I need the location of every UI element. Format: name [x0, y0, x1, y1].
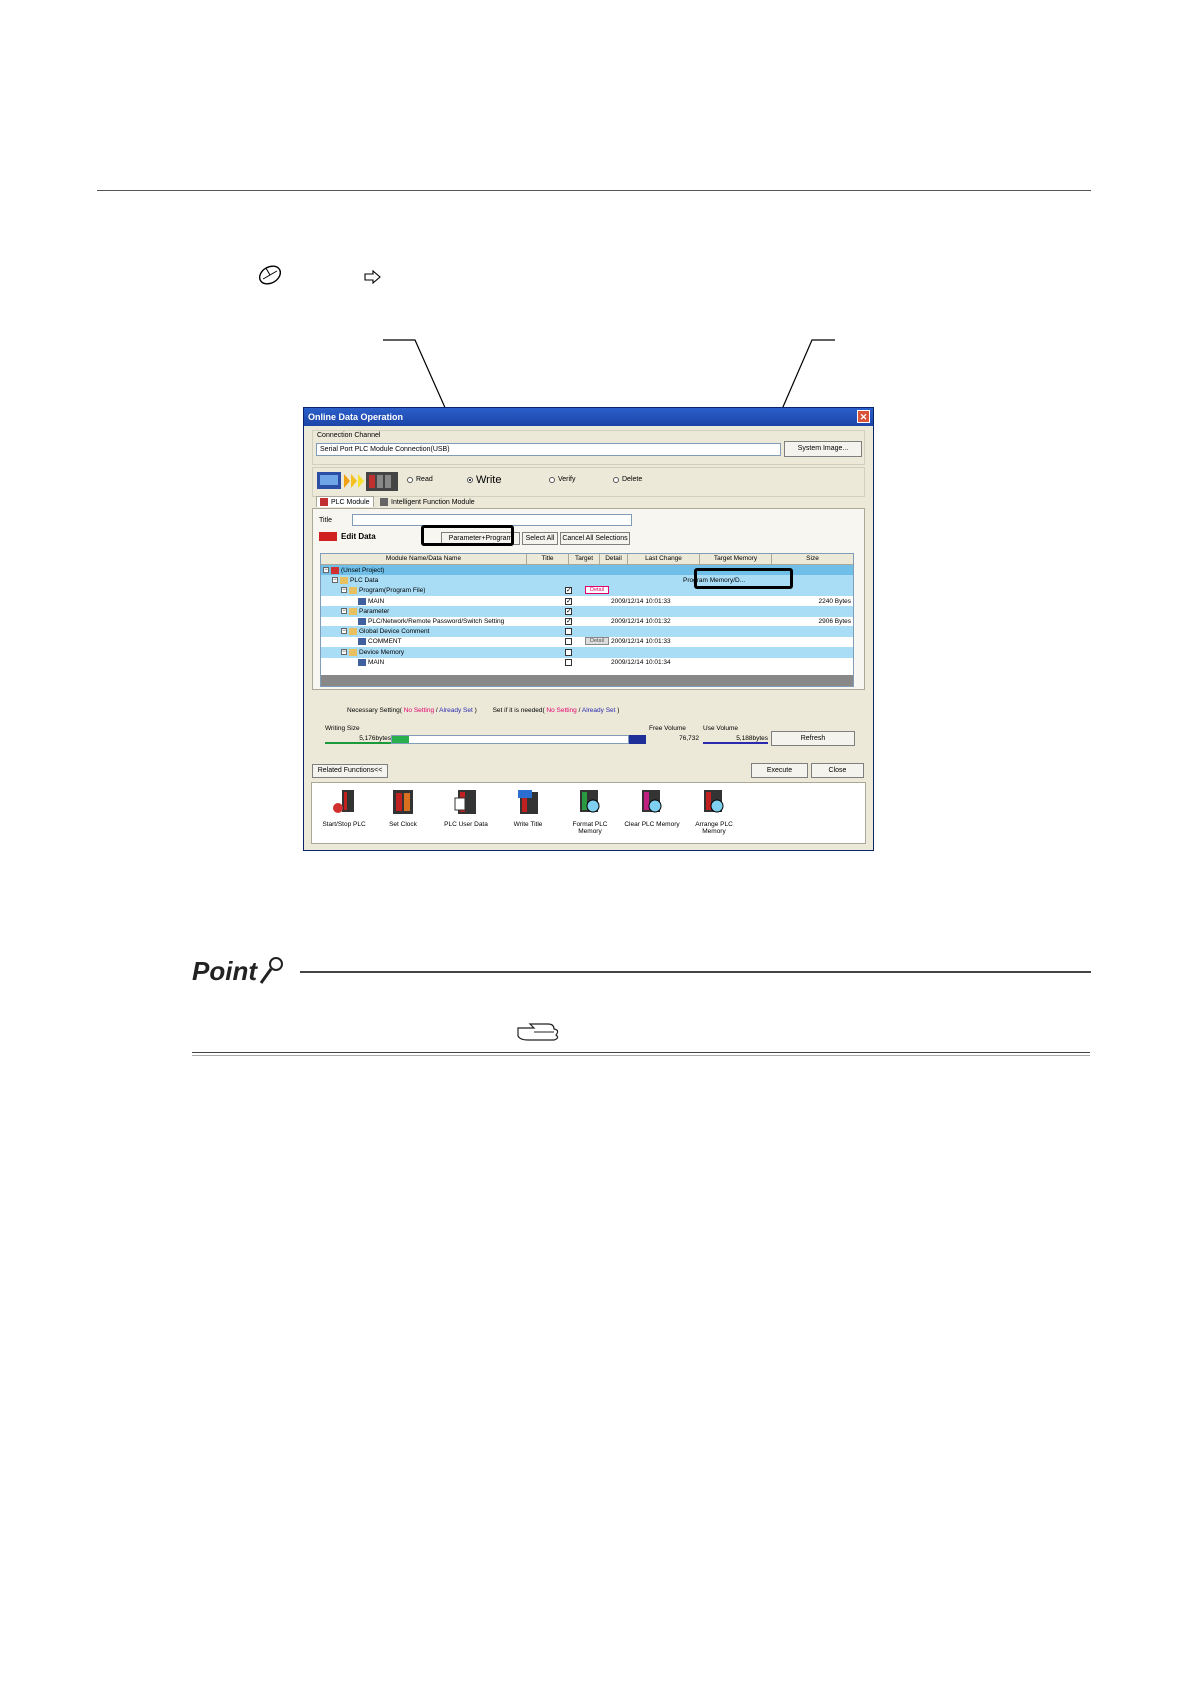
magnifier-icon [258, 956, 286, 986]
tree-expander-icon[interactable]: − [342, 648, 346, 655]
function-label: Write Title [513, 821, 543, 828]
point-label: Point [192, 956, 257, 986]
write-title-icon [516, 788, 540, 816]
detail-button[interactable]: Detail [585, 586, 609, 594]
function-set-clock[interactable] [373, 788, 433, 828]
row-name: (Unset Project) [341, 567, 385, 574]
row-name: Parameter [359, 607, 390, 615]
radio-dot-read [407, 477, 413, 483]
start-stop-plc-icon [332, 788, 356, 816]
radio-write-label: Write [476, 474, 502, 486]
function-format-plc-memory[interactable] [560, 788, 620, 835]
function-arrange-plc-memory[interactable] [684, 788, 744, 835]
cancel-all-selections-button[interactable]: Cancel All Selections [560, 532, 630, 545]
writing-size-label: Writing Size [325, 725, 360, 732]
window-title: Online Data Operation [308, 412, 404, 422]
target-checkbox[interactable]: ✓ [566, 607, 572, 615]
set-clock-icon [391, 788, 415, 816]
table-header [321, 554, 853, 565]
function-write-title[interactable] [498, 788, 558, 828]
table-row[interactable] [321, 657, 853, 668]
related-functions-button[interactable]: Related Functions<< [312, 764, 388, 778]
data-file-icon [358, 618, 366, 625]
tree-expander-icon[interactable]: − [333, 577, 337, 584]
plc-module-icon [320, 498, 328, 506]
legend-already-set-1: Already Set [439, 707, 473, 714]
select-all-button[interactable]: Select All [522, 532, 558, 545]
tree-expander-icon[interactable]: − [324, 567, 328, 573]
intelligent-module-icon [380, 498, 388, 506]
function-plc-user-data[interactable] [436, 788, 496, 828]
radio-read-label: Read [416, 476, 433, 483]
col-header-last-change[interactable]: Last Change [628, 554, 700, 564]
connection-label: Connection Channel [317, 432, 381, 439]
folder-icon [331, 567, 339, 574]
reference-hand-icon [516, 1022, 562, 1044]
last-change: 2009/12/14 10:01:34 [611, 658, 671, 666]
folder-icon [340, 577, 348, 584]
category-folder-icon [349, 608, 357, 615]
parameter-program-button[interactable]: Parameter+Program [441, 532, 520, 545]
size-value: 2240 Bytes [818, 597, 851, 605]
window-titlebar [304, 408, 873, 426]
row-name: PLC/Network/Remote Password/Switch Setting [368, 618, 505, 625]
legend-already-set-2: Already Set [581, 707, 616, 714]
legend-no-setting-2: No Setting [546, 707, 577, 714]
legend-if-needed: Set if it is needed( [492, 707, 545, 714]
tree-expander-icon[interactable]: − [342, 628, 346, 635]
connection-field: Serial Port PLC Module Connection(USB) [316, 443, 781, 456]
window-close-icon[interactable]: ✕ [857, 410, 870, 423]
function-clear-plc-memory[interactable] [622, 788, 682, 828]
free-volume-value: 76,732 [679, 735, 699, 742]
function-label: Clear PLC Memory [624, 821, 680, 828]
writing-size-value: 5,176bytes [325, 735, 391, 744]
writing-progress-bar [391, 735, 629, 744]
tree-expander-icon[interactable]: − [342, 587, 346, 594]
close-button[interactable]: Close [811, 763, 864, 778]
edit-data-icon [319, 532, 337, 541]
target-checkbox[interactable]: ✓ [566, 597, 572, 605]
callout-parameter-program [421, 525, 514, 546]
row-name: MAIN [368, 658, 385, 666]
format-plc-memory-icon [578, 788, 602, 816]
function-start-stop-plc[interactable] [314, 788, 374, 828]
use-volume-value: 5,188bytes [703, 735, 768, 744]
tab-plc-module[interactable] [316, 496, 374, 507]
target-checkbox[interactable]: ✓ [566, 587, 572, 595]
size-value: 2906 Bytes [818, 618, 851, 625]
target-memory-dropdown[interactable]: Program Memory/D... [683, 577, 746, 585]
title-label: Title [319, 517, 332, 524]
col-header-detail[interactable]: Detail [600, 554, 628, 564]
row-name: COMMENT [368, 638, 402, 646]
legend-line [347, 707, 619, 714]
legend-sep-2: / [578, 707, 581, 714]
point-top-rule [300, 971, 1091, 973]
writing-progress-fill [392, 736, 409, 743]
target-checkbox[interactable] [565, 638, 572, 645]
used-volume-block [629, 735, 646, 744]
radio-delete[interactable] [613, 476, 642, 483]
point-bottom-rule [192, 1052, 1090, 1053]
radio-read[interactable] [407, 476, 433, 483]
radio-verify[interactable] [549, 476, 576, 483]
tab-intelligent-function-module[interactable] [380, 498, 475, 506]
plc-transfer-icon [316, 470, 400, 493]
callout-target-memory [694, 568, 793, 589]
plc-user-data-icon [454, 788, 478, 816]
online-data-operation-window [303, 407, 874, 851]
radio-write[interactable] [467, 474, 501, 486]
tab-intelligent-label: Intelligent Function Module [391, 498, 475, 506]
radio-delete-label: Delete [622, 476, 643, 483]
legend-close-1: ) [474, 707, 477, 714]
target-checkbox[interactable] [565, 649, 572, 656]
target-checkbox[interactable]: ✓ [566, 618, 572, 625]
col-header-size[interactable]: Size [806, 555, 819, 562]
last-change: 2009/12/14 10:01:32 [611, 618, 671, 625]
radio-dot-write [467, 477, 473, 483]
tree-expander-icon[interactable]: − [342, 607, 346, 614]
row-name: Device Memory [359, 648, 405, 656]
row-name: PLC Data [350, 577, 379, 585]
use-volume-label: Use Volume [703, 725, 739, 732]
refresh-button[interactable]: Refresh [771, 731, 855, 746]
clear-plc-memory-icon [640, 788, 664, 816]
category-folder-icon [349, 649, 357, 656]
radio-dot-delete [613, 477, 619, 483]
edit-data-header [319, 532, 376, 541]
function-label: Arrange PLC Memory [695, 821, 733, 835]
function-label: Set Clock [389, 821, 417, 828]
edit-data-label: Edit Data [341, 532, 376, 541]
function-label: PLC User Data [444, 821, 488, 828]
row-name: MAIN [368, 597, 385, 605]
target-checkbox[interactable] [565, 659, 572, 666]
function-label: Format PLC Memory [572, 821, 608, 835]
col-header-target-memory[interactable]: Target Memory [700, 554, 772, 564]
data-file-icon [358, 598, 366, 605]
function-label: Start/Stop PLC [322, 821, 366, 828]
col-header-target[interactable]: Target [569, 554, 600, 564]
point-bottom-rule-shadow [192, 1055, 1090, 1056]
data-file-icon [358, 638, 366, 645]
col-header-name[interactable]: Module Name/Data Name [321, 554, 527, 564]
category-folder-icon [349, 587, 357, 594]
category-folder-icon [349, 628, 357, 635]
row-name: Program(Program File) [359, 587, 426, 595]
legend-necessary: Necessary Setting( [347, 707, 402, 714]
execute-button[interactable]: Execute [751, 763, 808, 778]
col-header-title[interactable]: Title [527, 554, 569, 564]
table-footer-band [321, 675, 853, 686]
radio-verify-label: Verify [558, 476, 576, 483]
arrange-plc-memory-icon [702, 788, 726, 816]
last-change: 2009/12/14 10:01:33 [611, 638, 671, 646]
system-image-button[interactable]: System Image... [784, 441, 862, 457]
legend-no-setting-1: No Setting [403, 707, 435, 714]
detail-button[interactable]: Detail [585, 637, 609, 645]
last-change: 2009/12/14 10:01:33 [611, 597, 671, 605]
legend-sep-1: / [435, 707, 438, 714]
tab-plc-module-label: PLC Module [331, 498, 370, 506]
legend-close-2: ) [617, 707, 620, 714]
radio-dot-verify [549, 477, 555, 483]
free-volume-label: Free Volume [649, 725, 686, 732]
data-file-icon [358, 659, 366, 666]
target-checkbox[interactable] [565, 628, 572, 635]
row-name: Global Device Comment [359, 628, 430, 636]
